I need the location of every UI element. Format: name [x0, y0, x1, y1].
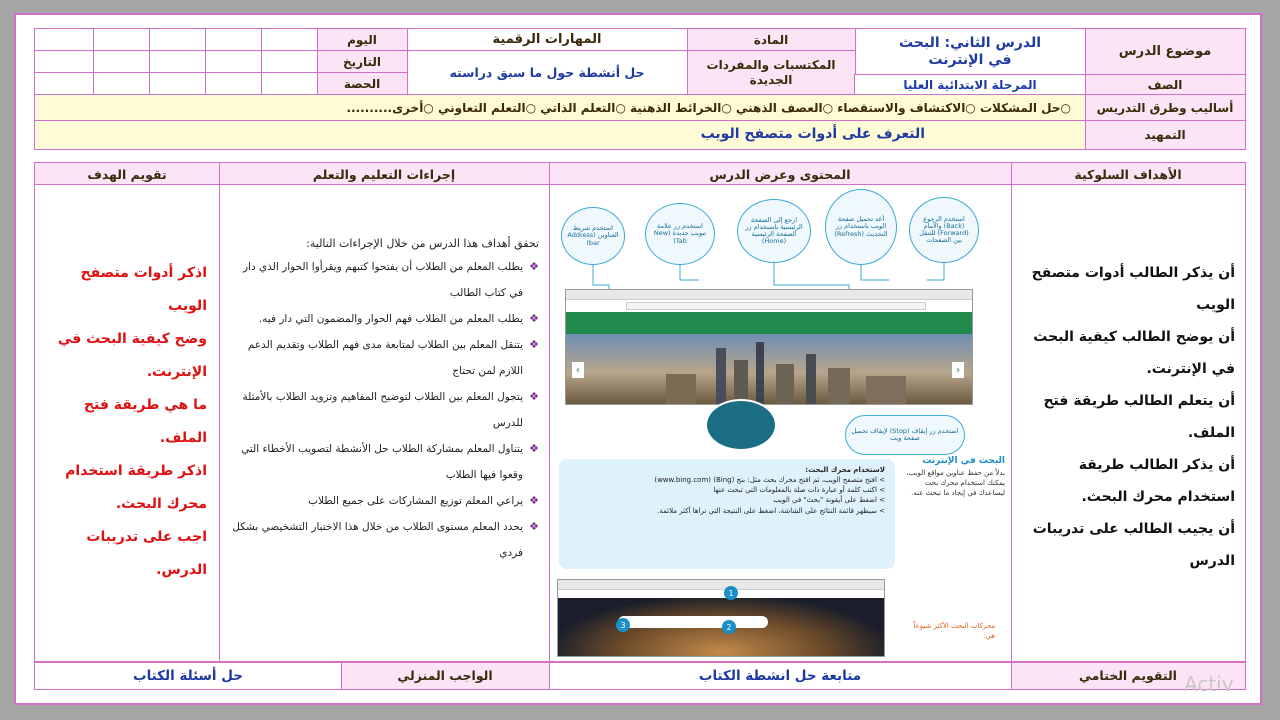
info-table: [34, 28, 1246, 152]
date-cell-5: [34, 50, 94, 74]
evaluation-item: وضح كيفية البحث في الإنترنت.: [57, 331, 207, 380]
evaluation-item: ما هي طريقة فتح الملف.: [83, 397, 207, 446]
lesson-topic-value: الدرس الثاني: البحث في الإنترنت: [854, 28, 1086, 76]
evaluation-header: تقويم الهدف: [34, 162, 220, 186]
carousel-next-arrow: ›: [952, 362, 964, 378]
procedure-item: ❖ يتناول المعلم بمشاركة الطلاب حل الأنشطة لتصويب الأخطاء التي وقعوا فيها الطلاب: [227, 436, 539, 488]
logo-circle: [705, 399, 777, 451]
procedure-item: ❖ يطلب المعلم من الطلاب أن يفتحوا كتبهم ويقرأوا الحوار الذي دار في كتاب الطالب: [227, 254, 539, 306]
homework-value: حل أسئلة الكتاب: [34, 662, 342, 690]
search-steps-title: لاستخدام محرك البحث:: [805, 466, 885, 474]
objective-item: أن يجيب الطالب على تدريبات الدرس: [1032, 521, 1235, 569]
procedure-item: ❖ يتنقل المعلم بين الطلاب لمتابعة مدى فهم الطلاب وتقديم الدعم اللازم لمن تحتاج: [227, 332, 539, 384]
callout-bubble: أعد تحميل صفحة الويب باستخدام زر التحديث (Refresh): [825, 189, 897, 265]
grade-label: الصف: [1084, 74, 1246, 96]
objective-item: أن يوضح الطالب كيفية البحث في الإنترنت.: [1033, 329, 1235, 377]
objective-item: أن يذكر الطالب أدوات متصفح الويب: [1031, 265, 1235, 313]
evaluation-item: اذكر طريقة استخدام محرك البحث.: [65, 463, 207, 512]
day-cell-2: [204, 28, 262, 52]
period-cell-1: [260, 72, 318, 96]
step-badge-1: 1: [724, 586, 738, 600]
lesson-topic-label: موضوع الدرس: [1084, 28, 1246, 76]
day-label: اليوم: [316, 28, 408, 52]
subject-value: المهارات الرقمية: [406, 28, 688, 52]
period-cell-2: [204, 72, 262, 96]
procedure-item: ❖ يراعي المعلم توزيع المشاركات على جميع الطلاب: [227, 488, 539, 514]
intro-label: التمهيد: [1084, 120, 1246, 150]
objectives-header: الأهداف السلوكية: [1010, 162, 1246, 186]
date-cell-1: [260, 50, 318, 74]
content-header: المحتوى وعرض الدرس: [548, 162, 1012, 186]
date-label: التاريخ: [316, 50, 408, 74]
search-side-text: بدلاً من حفظ عناوين مواقع الويب، يمكنك استخدام محرك بحث ليساعدك في إيجاد ما تبحث عنه.: [906, 469, 1005, 498]
intro-value: التعرف على أدوات متصفح الويب: [34, 120, 1086, 150]
bing-screenshot: [557, 579, 885, 657]
browser-toolbar: [566, 290, 972, 300]
date-cell-3: [148, 50, 206, 74]
procedures-list: [227, 254, 539, 566]
carousel-prev-arrow: ‹: [572, 362, 584, 378]
step-badge-3: 3: [616, 618, 630, 632]
objective-item: أن يتعلم الطالب طريقة فتح الملف.: [1043, 393, 1235, 441]
vocab-label: المكتسبات والمفردات الجديدة: [686, 50, 856, 96]
methods-label: أساليب وطرق التدريس: [1084, 94, 1246, 122]
procedure-item: ❖ يحدد المعلم مستوى الطلاب من خلال هذا الاختبار التشخيصي بشكل فردي: [227, 514, 539, 566]
callout-bubble: استخدم شريط العناوين (Address bar): [561, 207, 625, 265]
site-banner: [566, 312, 972, 334]
evaluation-item: اجب على تدريبات الدرس.: [86, 529, 207, 578]
search-step: > اكتب كلمة أو عبارة ذات صلة بالمعلومات التي تبحث عنها: [713, 486, 885, 495]
evaluation-column: [34, 184, 220, 662]
search-engines-caption: محركات البحث الأكثر شيوعاً هي:: [913, 622, 995, 641]
methods-value: ○حل المشكلات ○الاكتشاف والاستقصاء ○العصف الذهني ○الخرائط الذهنية ○التعلم الذاتي ○التعلم التعاوني ○أخرى..........: [34, 94, 1086, 122]
day-cell-5: [34, 28, 94, 52]
activate-watermark: Activ: [1184, 672, 1234, 696]
search-step: > سيظهر قائمة النتائج على الشاشة، اضغط على النتيجة التي تراها أكثر ملائمة.: [657, 506, 885, 515]
evaluation-item: اذكر أدوات متصفح الويب: [80, 265, 207, 314]
browser-screenshot: [565, 289, 973, 405]
objectives-column: [1010, 184, 1246, 662]
followup-value: متابعة حل انشطة الكتاب: [548, 662, 1012, 690]
bing-search-box: [618, 616, 768, 628]
procedures-column: [218, 184, 550, 662]
period-cell-3: [148, 72, 206, 96]
grade-value: المرحلة الابتدائية العليا: [854, 74, 1086, 96]
period-cell-4: [92, 72, 150, 96]
date-cell-4: [92, 50, 150, 74]
stop-callout: استخدم زر إيقاف (Stop) لإيقاف تحميل صفحة ويب: [845, 415, 965, 455]
search-panel: [559, 459, 895, 569]
final-eval-label: التقويم الختامي: [1010, 662, 1246, 690]
period-cell-5: [34, 72, 94, 96]
procedure-item: ❖ يتجول المعلم بين الطلاب لتوضيح المفاهيم وتزويد الطلاب بالأمثلة للدرس: [227, 384, 539, 436]
day-cell-1: [260, 28, 318, 52]
period-label: الحصة: [316, 72, 408, 96]
procedures-intro: تحقق أهداف هذا الدرس من خلال الإجراءات التالية:: [306, 237, 539, 250]
procedure-item: ❖ يطلب المعلم من الطلاب فهم الحوار والمضمون التي دار فيه.: [227, 306, 539, 332]
callout-bubble: استخدم الرجوع (Back) والأمام (Forward) للتنقل بين الصفحات: [909, 197, 979, 263]
search-title: البحث في الإنترنت: [922, 456, 1005, 466]
day-cell-4: [92, 28, 150, 52]
homework-label: الواجب المنزلي: [340, 662, 550, 690]
callout-bubble: استخدم زر علامة تبويب جديدة (New Tab): [645, 203, 715, 265]
content-column: [548, 184, 1012, 662]
skyline-shapes: [566, 334, 972, 404]
procedures-header: إجراءات التعليم والتعلم: [218, 162, 550, 186]
address-bar: [626, 302, 926, 310]
day-cell-3: [148, 28, 206, 52]
date-cell-2: [204, 50, 262, 74]
subject-label: المادة: [686, 28, 856, 52]
search-step: > افتح متصفح الويب، ثم افتح محرك بحث مثل: بنج (Bing) (www.bing.com): [654, 476, 885, 485]
vocab-value: حل أنشطة حول ما سبق دراسته: [406, 50, 688, 96]
step-badge-2: 2: [722, 620, 736, 634]
bing-toolbar: [558, 580, 884, 590]
callout-bubble: ارجع إلى الصفحة الرئيسية باستخدام زر الصفحة الرئيسية (Home): [737, 199, 811, 263]
search-sidebar: [903, 455, 1005, 555]
objective-item: أن يذكر الطالب طريقة استخدام محرك البحث.: [1078, 457, 1235, 505]
search-step: > اضغط على أيقونة "بحث" في الويب: [773, 496, 885, 505]
